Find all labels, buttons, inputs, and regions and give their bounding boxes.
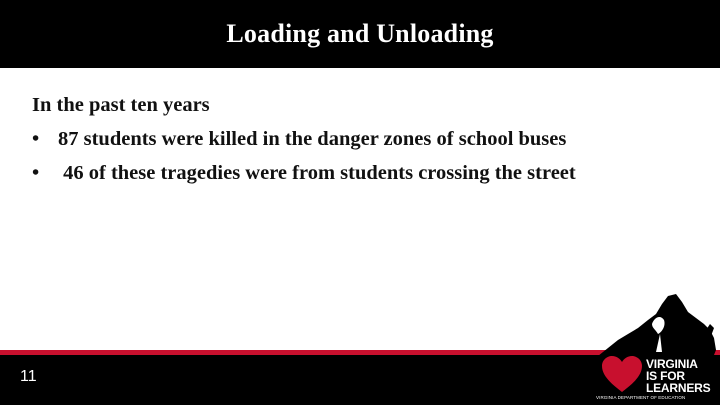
bullet-icon: • bbox=[32, 162, 40, 184]
bullet-item bbox=[32, 156, 712, 190]
logo-tagline: VIRGINIA DEPARTMENT OF EDUCATION bbox=[596, 395, 686, 400]
logo-wordmark bbox=[646, 358, 710, 394]
bullet-item bbox=[32, 122, 712, 156]
page-number: 11 bbox=[20, 368, 37, 385]
bullet-text: 46 of these tragedies were from students crossing the street bbox=[58, 162, 576, 184]
bullet-text: 87 students were killed in the danger zones of school buses bbox=[58, 128, 567, 150]
logo-line: LEARNERS bbox=[646, 381, 711, 395]
logo-line: VIRGINIA bbox=[646, 357, 698, 371]
title-bar bbox=[0, 0, 720, 68]
intro-line: In the past ten years bbox=[32, 94, 210, 116]
slide-title: Loading and Unloading bbox=[226, 19, 494, 48]
bullet-icon: • bbox=[32, 128, 40, 150]
slide-body bbox=[32, 88, 712, 190]
virginia-is-for-learners-logo bbox=[590, 290, 720, 405]
logo-line: IS FOR bbox=[646, 369, 685, 383]
heart-icon bbox=[600, 354, 644, 394]
